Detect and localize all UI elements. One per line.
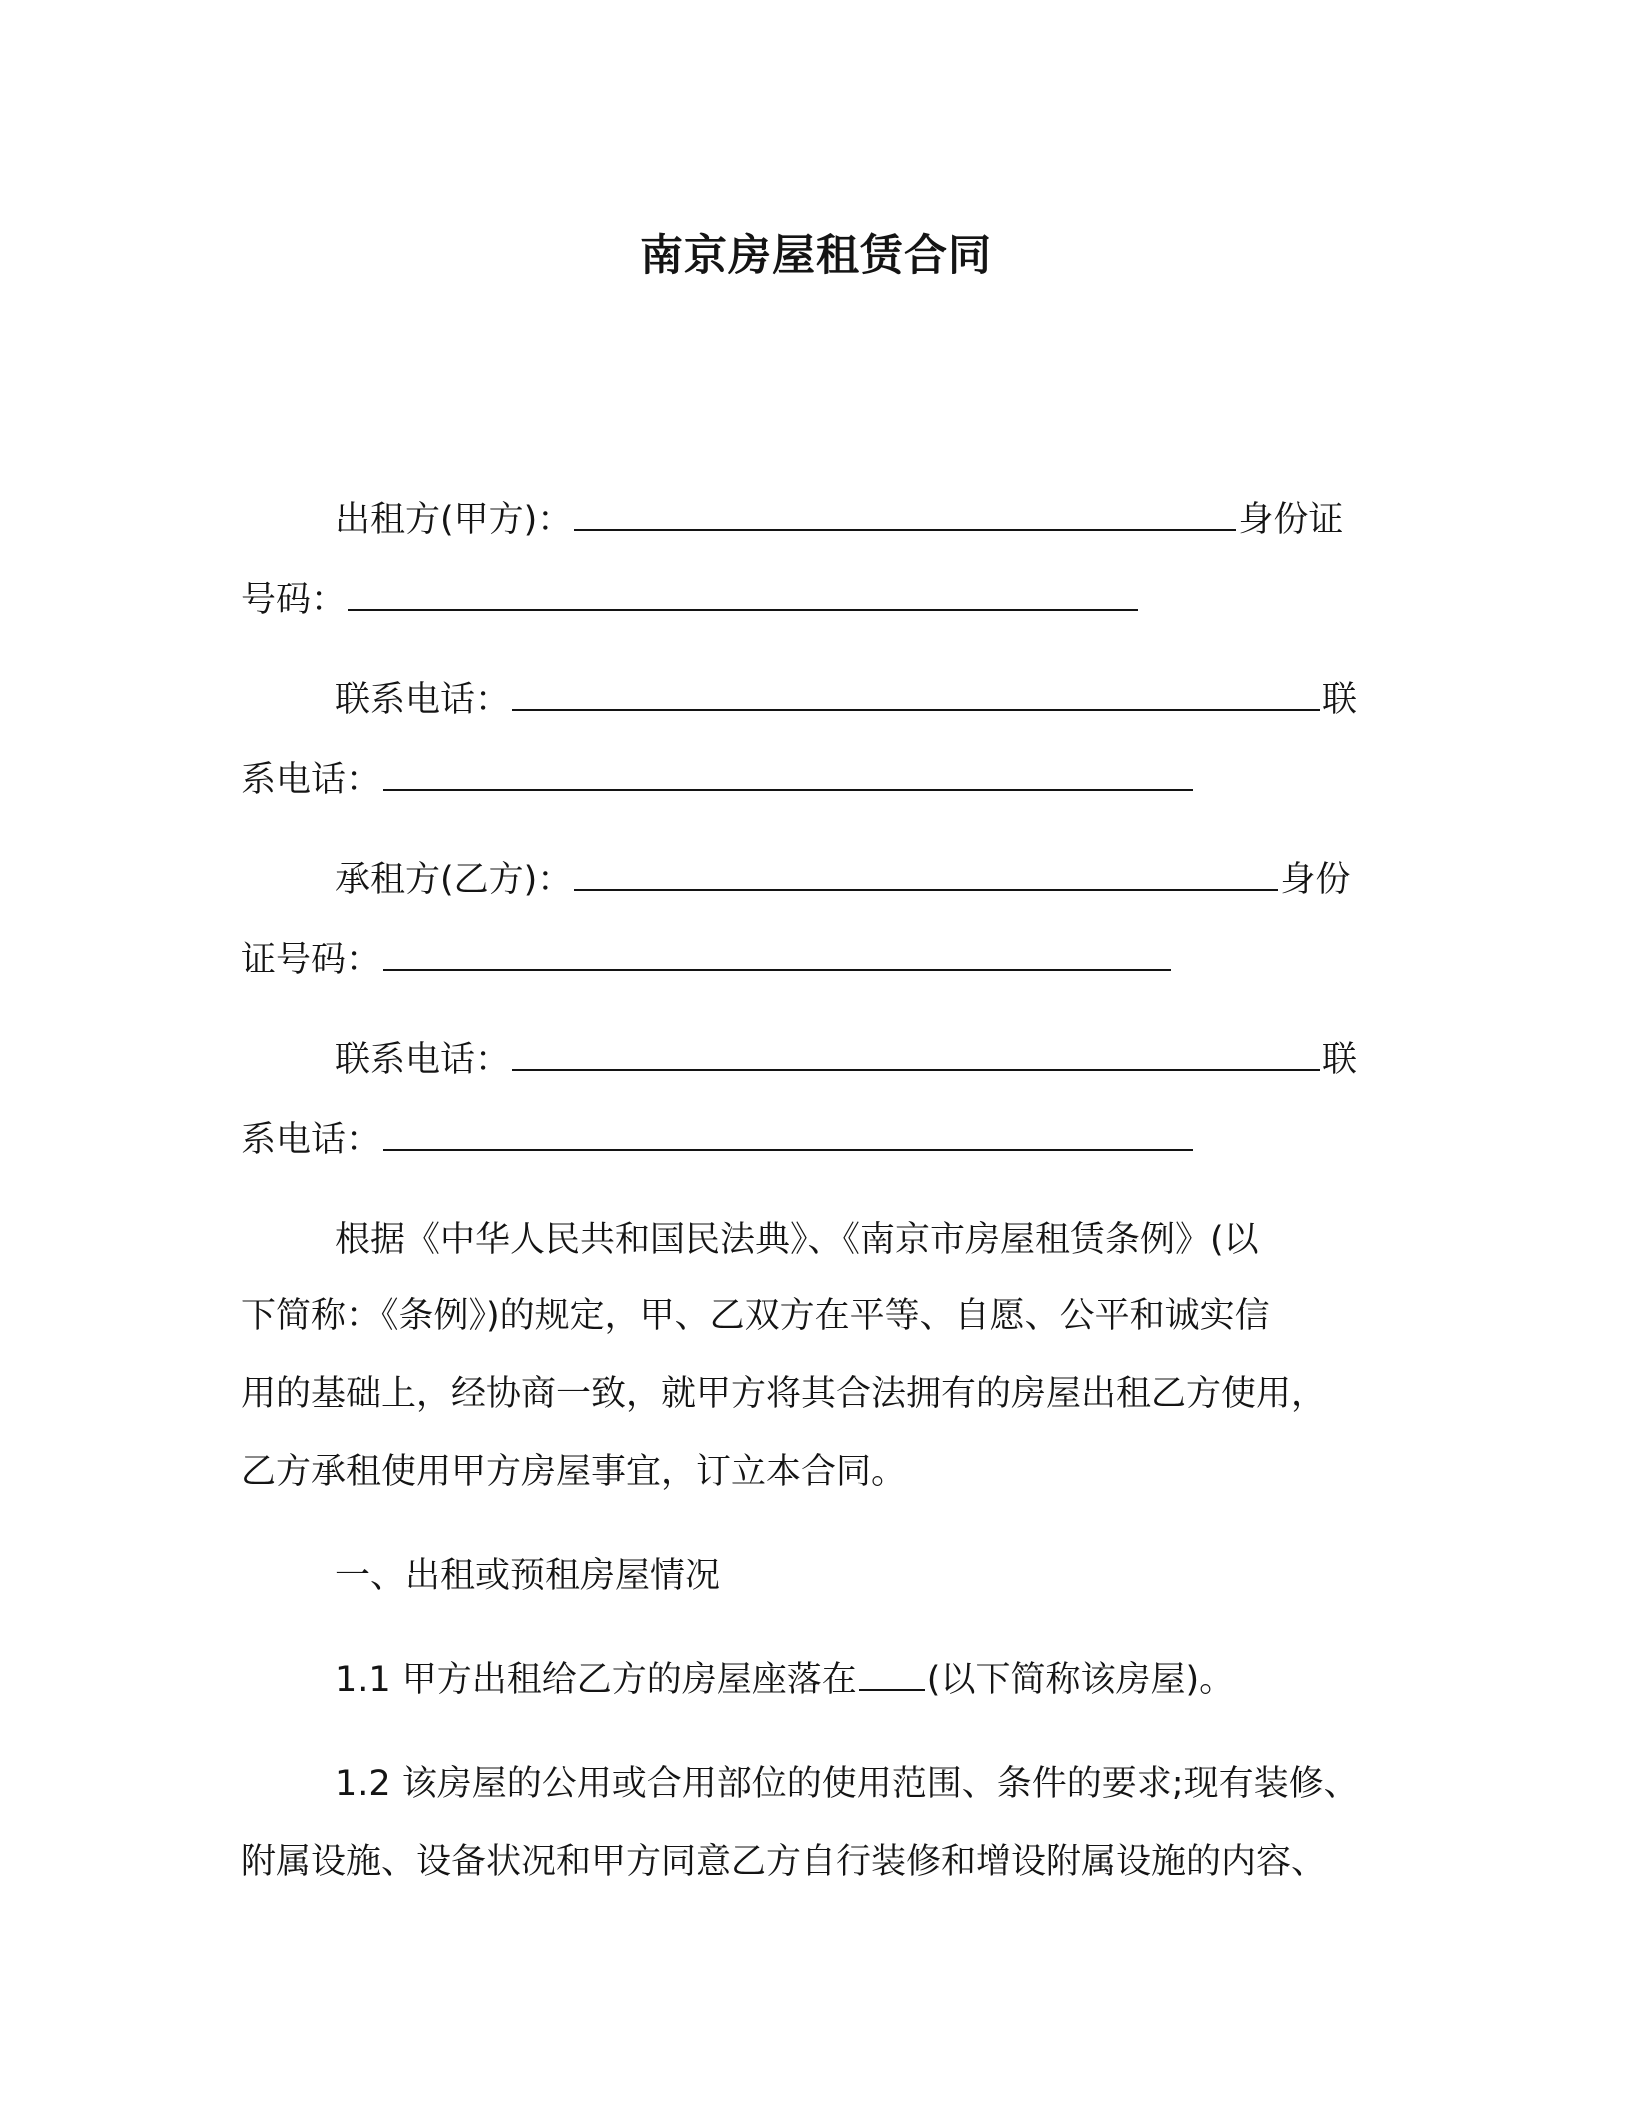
lessee-phone-line <box>335 1038 1357 1082</box>
preamble-line-1: 根据《中华人民共和国民法典》、《南京市房屋租赁条例》(以 <box>335 1220 1259 1260</box>
lessee-line <box>335 858 1350 902</box>
clause-1-2-line-2: 附属设施、设备状况和甲方同意乙方自行装修和增设附属设施的内容、 <box>241 1842 1327 1882</box>
lessee-id-line <box>241 938 1173 982</box>
document-title: 南京房屋租赁合同 <box>640 231 992 281</box>
clause-1-2-line-1: 1.2 该房屋的公用或合用部位的使用范围、条件的要求;现有装修、 <box>335 1764 1359 1804</box>
lessee-id-blank[interactable] <box>383 939 1171 971</box>
preamble-line-2: 下简称：《条例》)的规定，甲、乙双方在平等、自愿、公平和诚实信 <box>241 1296 1270 1336</box>
lessor-id-label-part1: 身份证 <box>1238 500 1344 540</box>
lessor-id-label-part2: 号码： <box>241 580 347 620</box>
lessee-phone-label: 联系电话： <box>335 1040 511 1080</box>
lessee-phone2-label-part1: 联 <box>1322 1040 1358 1080</box>
lessee-id-label-part2: 证号码： <box>241 940 382 980</box>
lessee-id-label-part1: 身份 <box>1280 860 1351 900</box>
lessee-name-blank[interactable] <box>574 859 1278 891</box>
clause-1-1 <box>335 1658 1234 1702</box>
lessee-label: 承租方(乙方)： <box>335 860 573 900</box>
lessee-phone2-line <box>241 1118 1195 1162</box>
lessor-phone-line <box>335 678 1357 722</box>
clause-1-1-text-b: (以下简称该房屋)。 <box>926 1660 1235 1700</box>
lessee-phone2-label-part2: 系电话： <box>241 1120 382 1160</box>
preamble-line-3: 用的基础上，经协商一致，就甲方将其合法拥有的房屋出租乙方使用， <box>241 1374 1327 1414</box>
lessor-phone2-label-part1: 联 <box>1322 680 1358 720</box>
lessor-line <box>335 498 1343 542</box>
lessor-phone-label: 联系电话： <box>335 680 511 720</box>
section-1-heading: 一、出租或预租房屋情况 <box>335 1556 721 1596</box>
preamble-line-4: 乙方承租使用甲方房屋事宜，订立本合同。 <box>241 1452 907 1492</box>
lessee-phone-blank[interactable] <box>512 1039 1320 1071</box>
lessor-phone-blank[interactable] <box>512 679 1320 711</box>
clause-1-1-text-a: 1.1 甲方出租给乙方的房屋座落在 <box>335 1660 857 1700</box>
lessor-phone2-line <box>241 758 1195 802</box>
lessor-id-blank[interactable] <box>348 579 1138 611</box>
lessor-phone2-blank[interactable] <box>383 759 1193 791</box>
property-location-blank[interactable] <box>859 1659 925 1691</box>
lessor-label: 出租方(甲方)： <box>335 500 573 540</box>
lessor-id-line <box>241 578 1140 622</box>
lessor-phone2-label-part2: 系电话： <box>241 760 382 800</box>
lessee-phone2-blank[interactable] <box>383 1119 1193 1151</box>
lessor-name-blank[interactable] <box>574 499 1236 531</box>
